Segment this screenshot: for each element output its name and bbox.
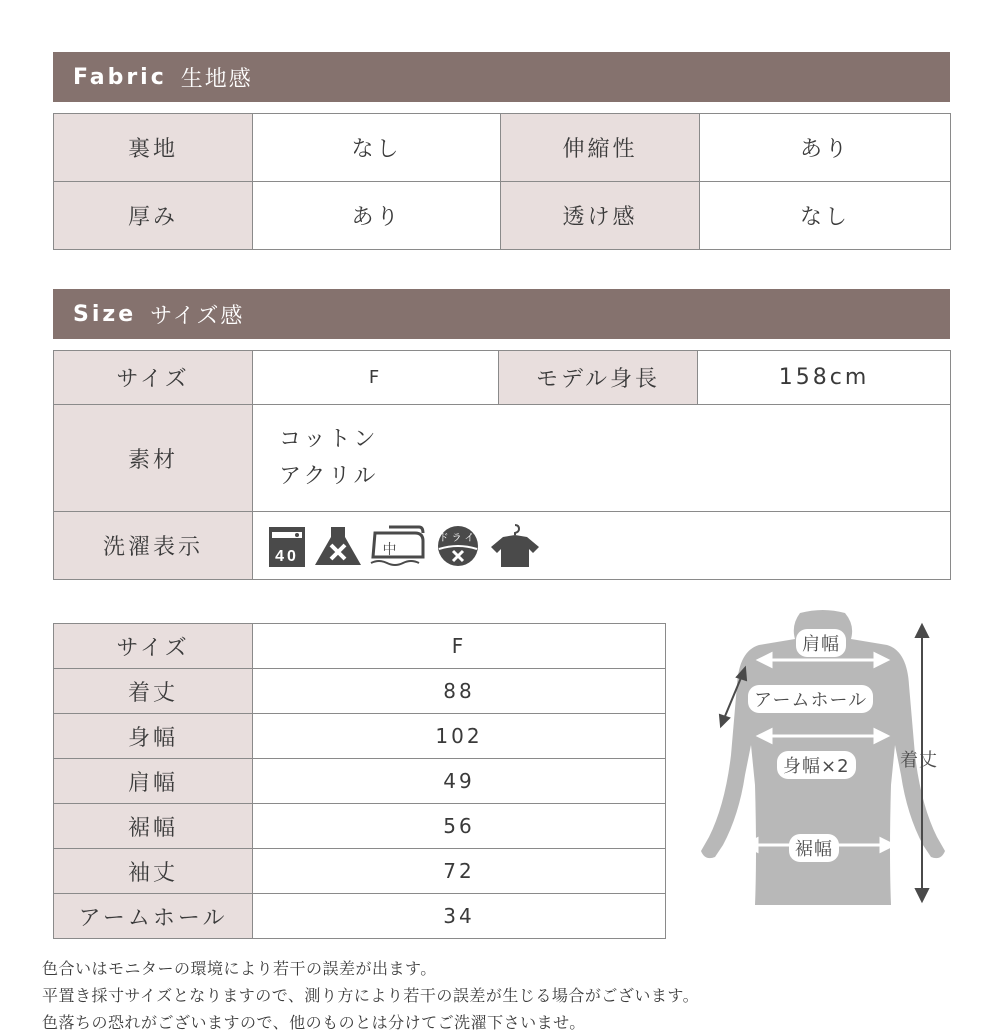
measure-header-label: サイズ — [54, 624, 253, 669]
fabric-title-jp: 生地感 — [180, 66, 253, 92]
care-icons — [253, 512, 951, 580]
measure-value: 102 — [253, 714, 666, 759]
care-label: 洗濯表示 — [54, 512, 253, 580]
measure-label: アームホール — [54, 894, 253, 939]
material-row — [54, 405, 951, 512]
table-row — [54, 894, 666, 939]
wash-40-icon — [267, 523, 307, 569]
hang-dry-icon — [489, 523, 541, 569]
size-label: サイズ — [54, 351, 253, 405]
no-dry-clean-icon — [431, 523, 485, 569]
measure-value: 56 — [253, 804, 666, 849]
size-row — [54, 351, 951, 405]
notes — [42, 955, 699, 1035]
material-item: コットン — [279, 427, 379, 452]
fabric-row — [54, 182, 951, 250]
lining-label: 裏地 — [54, 114, 253, 182]
stretch-label: 伸縮性 — [501, 114, 700, 182]
fabric-row — [54, 114, 951, 182]
model-height-value: 158cm — [698, 351, 951, 405]
note-line: 平置き採寸サイズとなりますので、測り方により若干の誤差が生じる場合がございます。 — [42, 986, 700, 1005]
wash-temperature: 40 — [275, 547, 299, 565]
measurement-table — [53, 623, 666, 939]
measure-label: 身幅 — [54, 714, 253, 759]
care-row — [54, 512, 951, 580]
diagram-length-label: 着丈 — [900, 750, 938, 771]
iron-medium-icon — [369, 523, 427, 569]
measure-value: 72 — [253, 849, 666, 894]
garment-measurement-diagram — [675, 605, 965, 915]
measure-label: 袖丈 — [54, 849, 253, 894]
measure-value: 49 — [253, 759, 666, 804]
size-table — [53, 350, 951, 580]
fabric-section-header — [53, 52, 950, 102]
dry-clean-text: ドライ — [438, 532, 478, 544]
size-value: F — [253, 351, 499, 405]
thickness-value: あり — [253, 182, 501, 250]
diagram-shoulder-label: 肩幅 — [796, 629, 846, 657]
material-value — [253, 405, 951, 512]
sheerness-label: 透け感 — [501, 182, 700, 250]
fabric-table — [53, 113, 951, 250]
measure-header-value: F — [253, 624, 666, 669]
measure-label: 着丈 — [54, 669, 253, 714]
note-line: 色合いはモニターの環境により若干の誤差が出ます。 — [42, 959, 437, 978]
table-row — [54, 849, 666, 894]
no-bleach-icon — [311, 523, 365, 569]
measure-value: 34 — [253, 894, 666, 939]
table-row — [54, 759, 666, 804]
stretch-value: あり — [700, 114, 951, 182]
size-title-en: Size — [73, 301, 137, 327]
lining-value: なし — [253, 114, 501, 182]
size-title-jp: サイズ感 — [150, 303, 245, 329]
note-line: 色落ちの恐れがございますので、他のものとは分けてご洗濯下さいませ。 — [42, 1013, 586, 1032]
measure-label: 裾幅 — [54, 804, 253, 849]
table-row — [54, 714, 666, 759]
diagram-hem-label: 裾幅 — [789, 834, 839, 862]
material-item: アクリル — [279, 464, 379, 489]
table-row — [54, 669, 666, 714]
fabric-title-en: Fabric — [73, 64, 167, 90]
measure-value: 88 — [253, 669, 666, 714]
size-section-header — [53, 289, 950, 339]
table-row — [54, 624, 666, 669]
model-height-label: モデル身長 — [499, 351, 698, 405]
sheerness-value: なし — [700, 182, 951, 250]
iron-level: 中 — [382, 541, 400, 558]
material-label: 素材 — [54, 405, 253, 512]
thickness-label: 厚み — [54, 182, 253, 250]
diagram-armhole-label: アームホール — [748, 685, 873, 713]
measure-label: 肩幅 — [54, 759, 253, 804]
table-row — [54, 804, 666, 849]
diagram-body-width-label: 身幅×2 — [777, 751, 856, 779]
